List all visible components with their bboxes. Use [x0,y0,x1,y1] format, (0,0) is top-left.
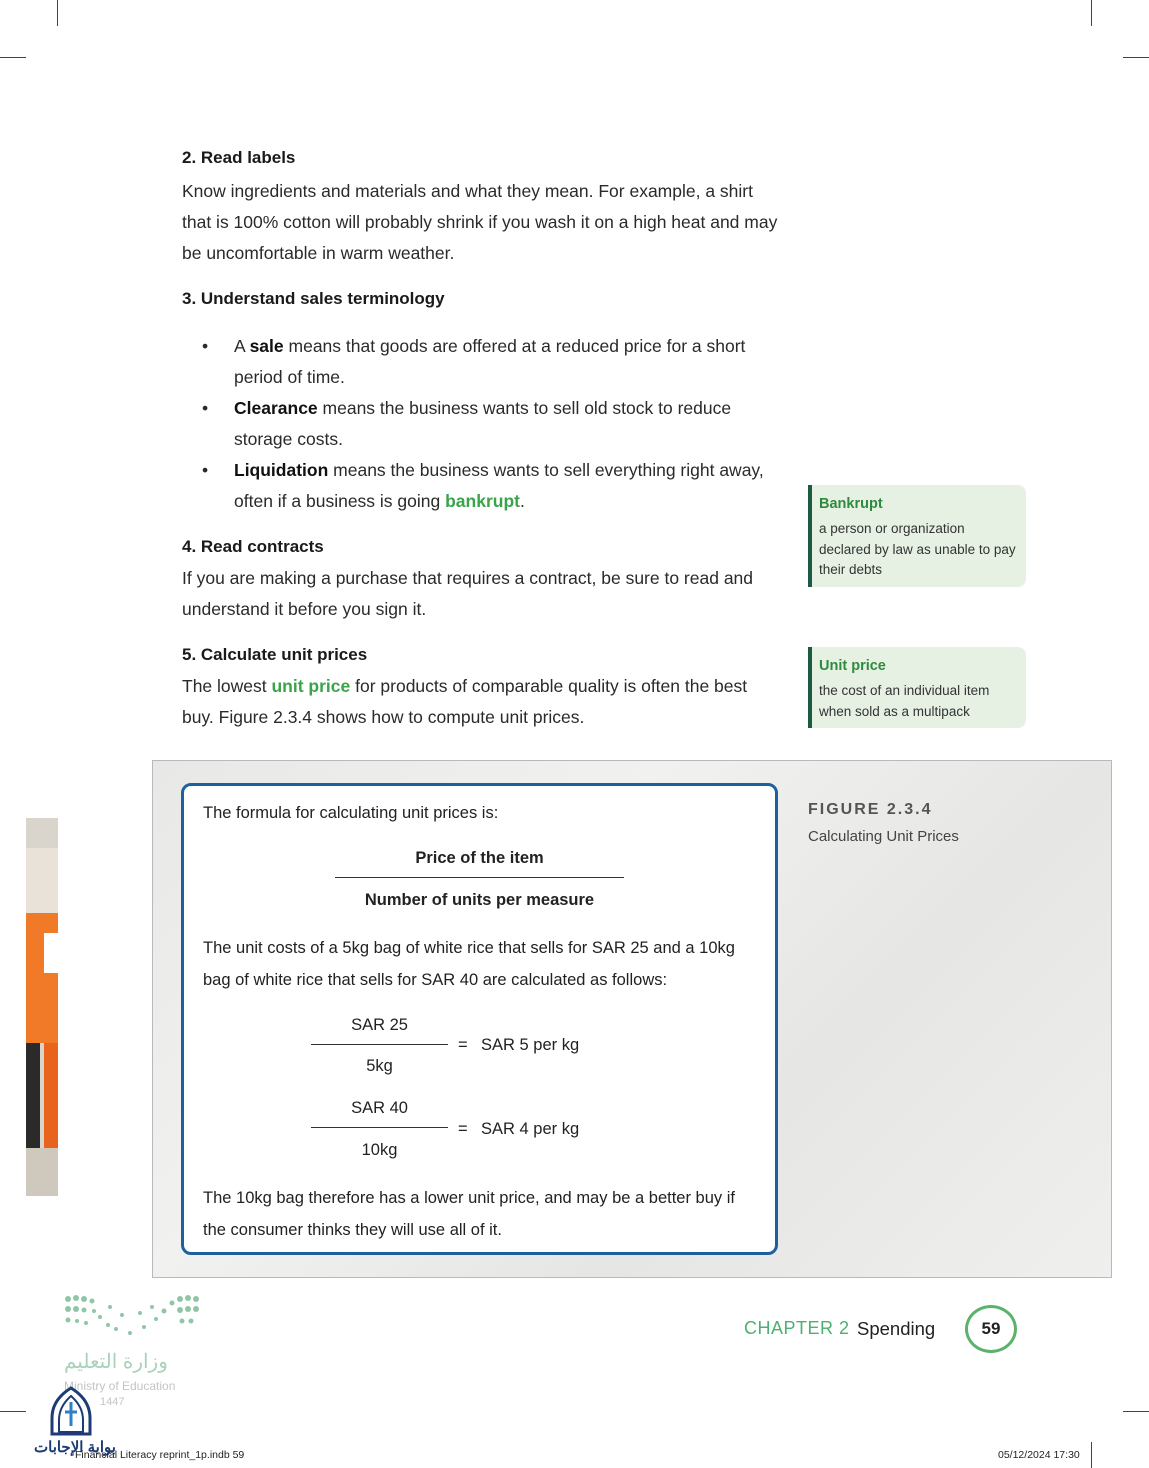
chapter-label: CHAPTER 2 [744,1318,850,1338]
section-body: The lowest unit price for products of comparable quality is often the best buy. Figure 2.3.4 shows how to compute unit prices. [182,676,748,727]
site-name: بوابة الإجابات [34,1439,116,1456]
conclusion-text-line: the consumer thinks they will use all of it. [203,1221,502,1239]
figure-caption: Calculating Unit Prices [808,828,959,845]
fraction-bar [335,877,624,878]
example-text-line: The unit costs of a 5kg bag of white rice that sells for SAR 25 and a 10kg [203,939,735,957]
conclusion-text-line: The 10kg bag therefore has a lower unit price, and may be a better buy if [203,1189,735,1207]
glossary-box-unit-price [808,647,1026,728]
section-body: If you are making a purchase that requires a contract, be sure to read and understand it before you sign it. [182,568,754,619]
equals-sign: = [458,1036,468,1054]
glossary-box-bankrupt [808,485,1026,587]
list-item: • A sale means that goods are offered at a reduced price for a short period of time. [202,336,746,387]
calc-numerator: SAR 40 [351,1099,408,1117]
crop-mark [1091,0,1092,26]
calc-numerator: SAR 25 [351,1016,408,1034]
section-heading: 4. Read contracts [182,537,324,556]
glossary-link-unit-price[interactable]: unit price [271,676,351,696]
fraction-bar [311,1127,448,1128]
crop-mark [0,57,26,58]
main-content [182,146,778,733]
page-number: 59 [965,1305,1017,1353]
crop-mark [1123,57,1149,58]
section-body: Know ingredients and materials and what they mean. For example, a shirt that is 100% cotton will probably shrink if you wash it on a high heat and may be uncomfortable in warm weather. [182,181,778,263]
equals-sign: = [458,1120,468,1138]
glossary-term: Unit price [819,658,886,674]
formula-numerator: Price of the item [415,849,544,867]
calc-result: SAR 4 per kg [481,1120,580,1138]
calc-denominator: 10kg [361,1141,398,1159]
ministry-year: 1447 [100,1396,125,1408]
list-item: • Clearance means the business wants to sell old stock to reduce storage costs. [202,398,732,449]
ministry-name-english: Ministry of Education [64,1379,176,1393]
ministry-name-arabic: وزارة التعليم [64,1351,168,1373]
print-slug-date: 05/12/2024 17:30 [998,1449,1080,1461]
section-heading: 5. Calculate unit prices [182,645,368,664]
chapter-title: Spending [857,1318,936,1339]
crop-mark [1123,1411,1149,1412]
glossary-link-bankrupt[interactable]: bankrupt [445,491,520,511]
terminology-list [182,331,778,517]
calc-result: SAR 5 per kg [481,1036,580,1054]
site-logo-icon [48,1386,94,1443]
decorative-photo-strip [26,818,58,1196]
ministry-logo-dots [64,1293,200,1342]
crop-mark [57,0,58,26]
section-heading: 3. Understand sales terminology [182,289,445,308]
section-heading: 2. Read labels [182,148,296,167]
fraction-bar [311,1044,448,1045]
formula-intro: The formula for calculating unit prices is: [203,804,499,822]
formula-denominator: Number of units per measure [364,891,595,909]
figure-label: FIGURE 2.3.4 [808,801,933,818]
print-slug-file: Financial Literacy reprint_1p.indb 59 [75,1449,245,1461]
calc-denominator: 5kg [366,1057,393,1075]
glossary-term: Bankrupt [819,496,883,512]
crop-mark [1091,1442,1092,1468]
example-text-line: bag of white rice that sells for SAR 40 are calculated as follows: [203,971,668,989]
glossary-definition: a person or organization declared by law as unable to pay their debts [819,521,1016,577]
crop-mark [0,1411,26,1412]
list-item: • Liquidation means the business wants to sell everything right away, often if a business is going bankrupt. [202,460,764,511]
glossary-definition: the cost of an individual item when sold as a multipack [819,683,990,719]
